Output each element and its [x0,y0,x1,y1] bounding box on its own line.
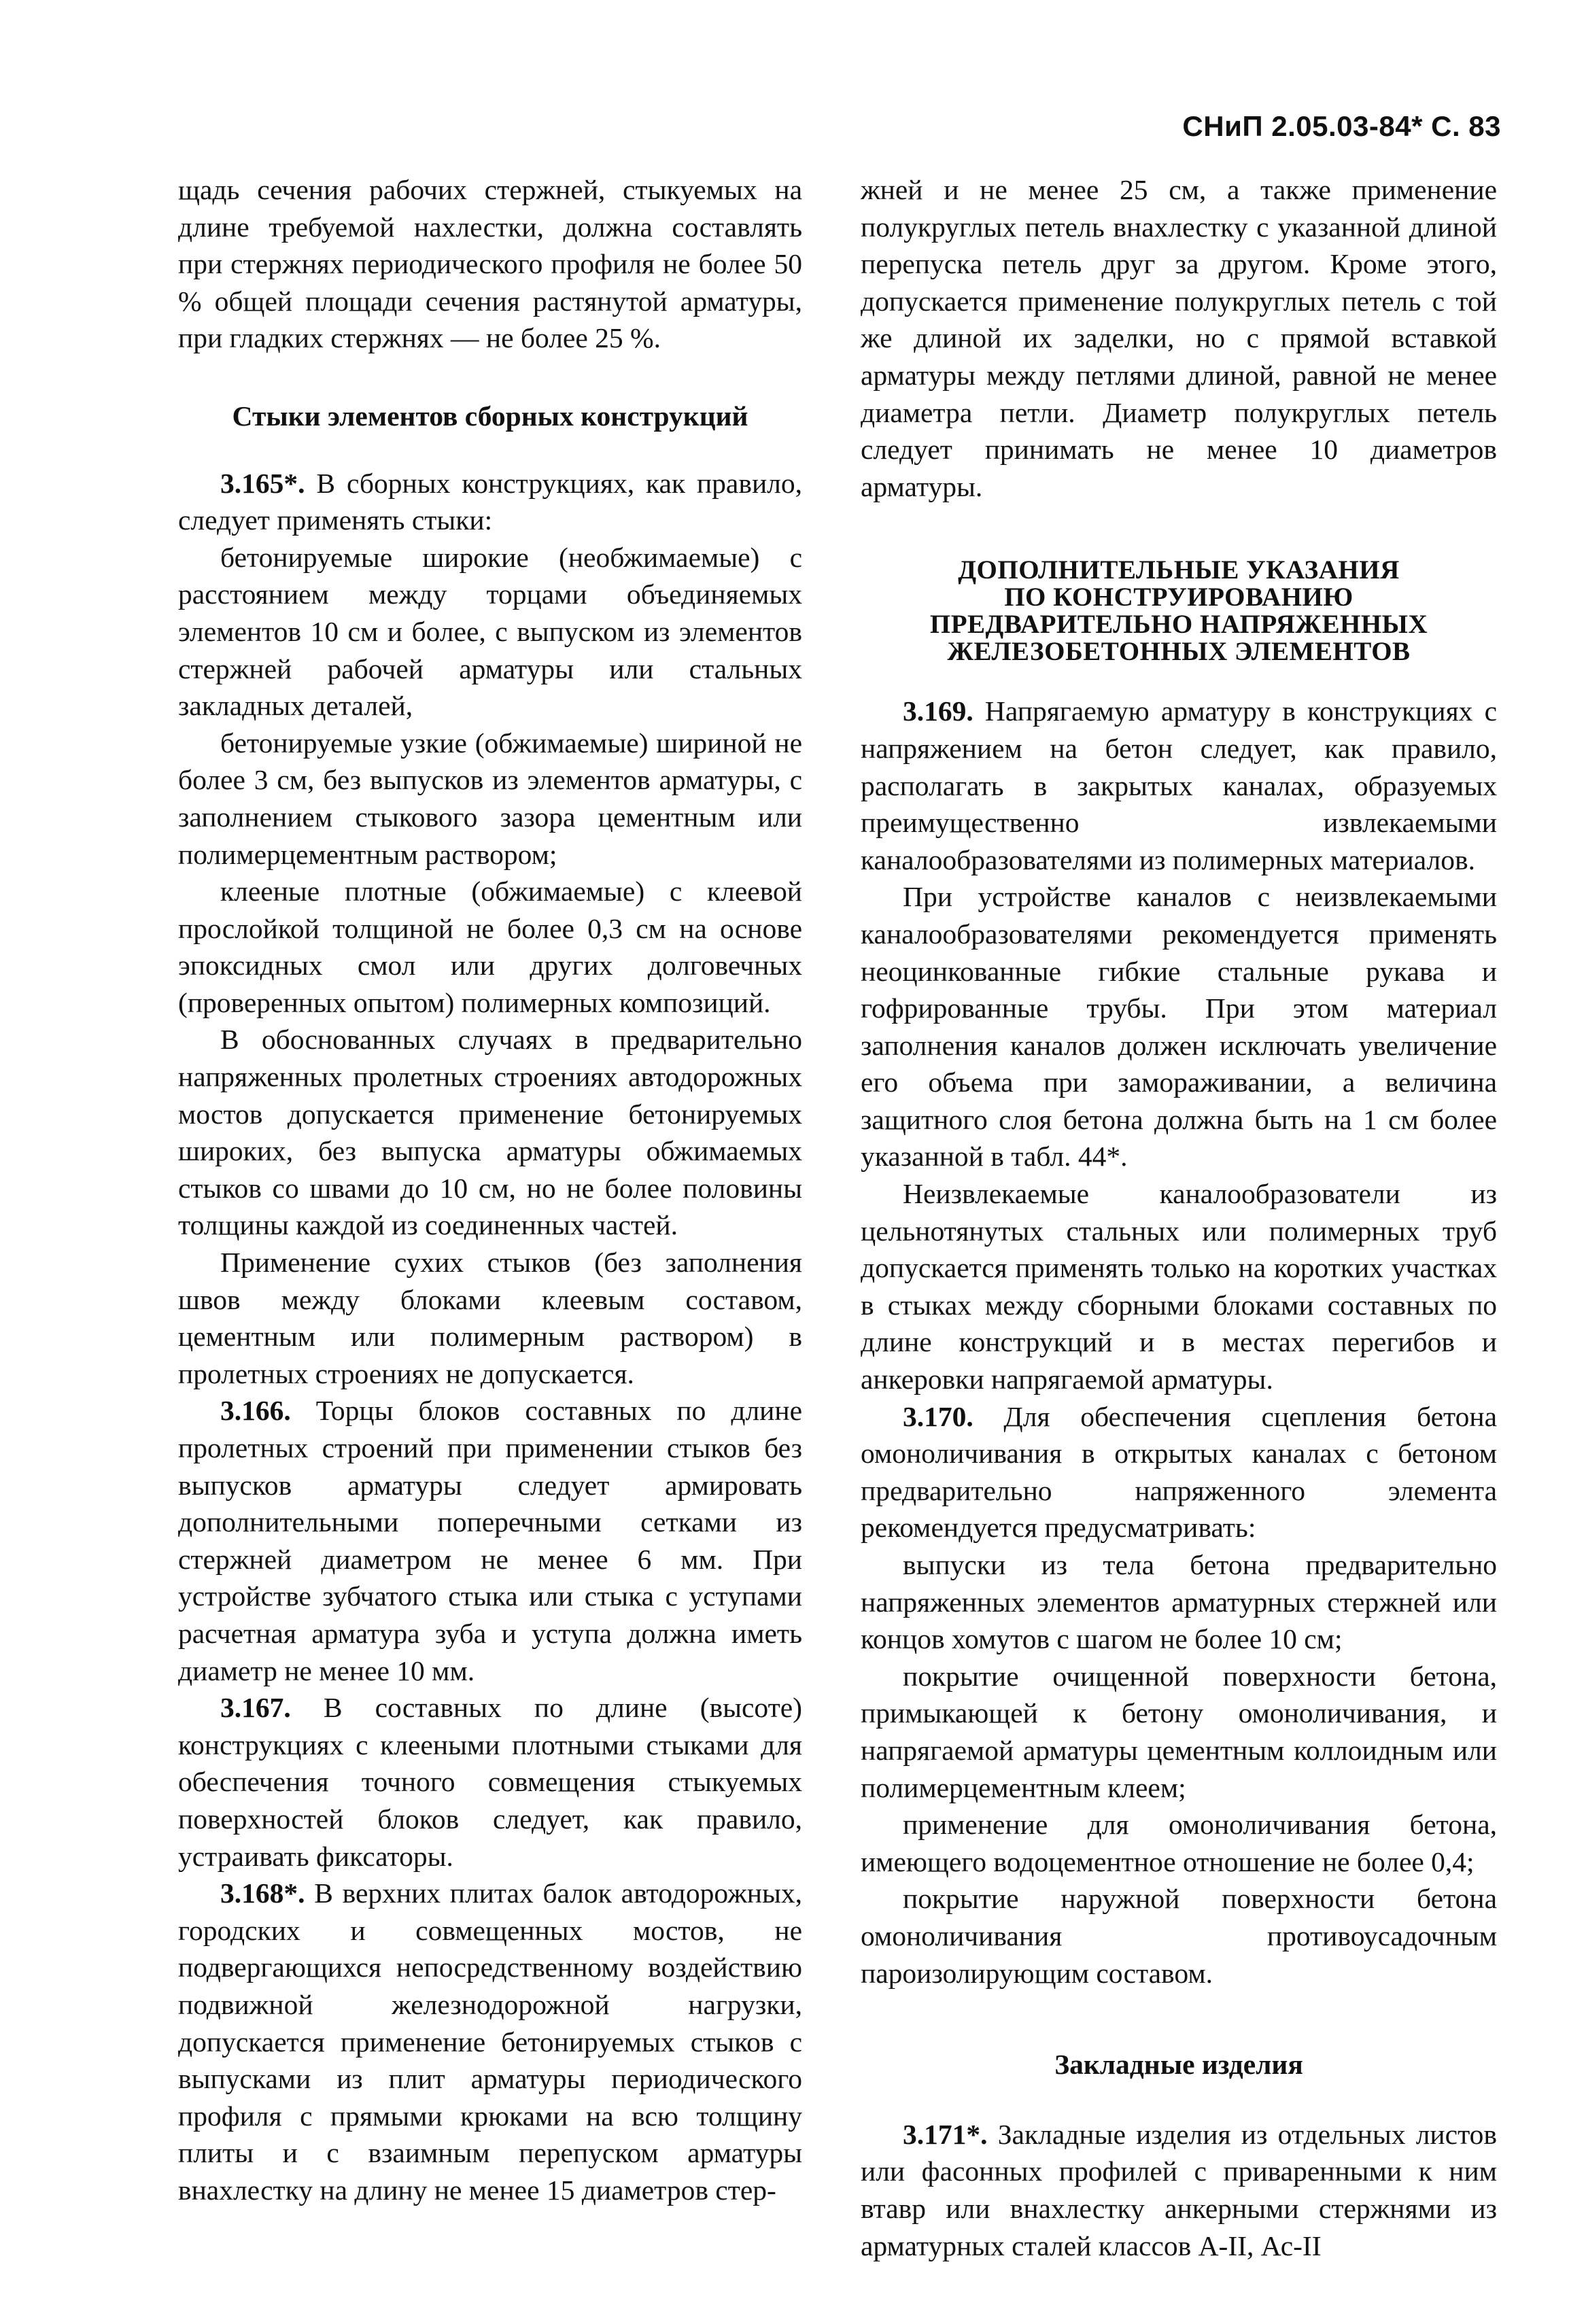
left-column [178,171,802,2208]
clause-text: Торцы блоков составных по длине пролетных строений при применении стыков без выпусков арматуры следует армировать дополнительными поперечными сетками из стержней диаметром не менее 6 мм. При устройстве зубчатого стыка или стыка с уступами расчетная арматура зуба и уступа должна иметь диаметр не менее 10 мм. [178,1395,802,1686]
paragraph-3-170-d: покрытие наружной поверхности бетона омоноличивания противоусадочным пароизолирующим составом. [861,1883,1497,1989]
clause-number: 3.169. [903,695,973,727]
paragraph-3-169-b: Неизвлекаемые каналообразователи из цельнотянутых стальных или полимерных труб допускается применять только на коротких участках в стыках между сборными блоками составных по длине конструкций и в местах перегибов и анкеровки напрягаемой арматуры. [861,1178,1497,1395]
subheading-embedded-parts: Закладные изделия [1054,2049,1303,2081]
clause-number: 3.171*. [903,2118,988,2150]
paragraph-3-165-c: клееные плотные (обжимаемые) с клеевой прослойкой толщиной не более 0,3 см на основе эпоксидных смол или других долговечных (проверенных опытом) полимерных композиций. [178,875,802,1018]
paragraph-continuation: щадь сечения рабочих стержней, стыкуемых на длине требуемой нахлестки, должна составлять при стержнях периодического профиля не более 50 % общей площади сечения растянутой арматуры, при гладких стержнях — не более 25 %. [178,174,802,354]
section-heading-line-4: ЖЕЛЕЗОБЕТОННЫХ ЭЛЕМЕНТОВ [947,637,1411,667]
section-heading [861,557,1497,665]
paragraph-3-171 [861,2116,1497,2264]
paragraph-3-170 [861,1398,1497,1546]
clause-text: В сборных конструкциях, как правило, следует применять стыки: [178,467,802,536]
paragraph-3-170-c: применение для омоноличивания бетона, имеющего водоцементное отношение не более 0,4; [861,1809,1497,1877]
right-column [861,171,1497,2264]
section-heading-line-3: ПРЕДВАРИТЕЛЬНО НАПРЯЖЕННЫХ [929,610,1428,640]
paragraph-3-165-d: В обоснованных случаях в предварительно напряженных пролетных строениях автодорожных мостов допускается применение бетонируемых широких, без выпуска арматуры обжимаемых стыков со швами до 10 см, но не более половины толщины каждой из соединенных частей. [178,1024,802,1241]
clause-text: В верхних плитах балок автодорожных, городских и совмещенных мостов, не подвергающихся непосредственному воздействию подвижной железнодорожной нагрузки, допускается применение бетонируемых стыков с выпусками из плит арматуры периодического профиля с прямыми крюками на всю толщину плиты и с взаимным перепуском арматуры внахлестку на длину не менее 15 диаметров стер- [178,1877,802,2206]
clause-text: В составных по длине (высоте) конструкциях с клееными плотными стыками для обеспечения точного совмещения стыкуемых поверхностей блоков следует, как правило, устраивать фиксаторы. [178,1692,802,1872]
paragraph-3-170-a: выпуски из тела бетона предварительно напряженных элементов арматурных стержней или концов хомутов с шагом не более 10 см; [861,1549,1497,1655]
paragraph-3-166 [178,1392,802,1689]
clause-number: 3.167. [220,1692,291,1724]
paragraph-3-167 [178,1689,802,1875]
clause-text: Закладные изделия из отдельных листов или фасонных профилей с приваренными к ним втавр или внахлестку анкерными стержнями из арматурных сталей классов А-II, Ас-II [861,2118,1497,2261]
paragraph-3-165-b: бетонируемые узкие (обжимаемые) шириной не более 3 см, без выпусков из элементов арматуры, с заполнением стыкового зазора цементным или полимерцементным раствором; [178,727,802,870]
section-heading-line-1: ДОПОЛНИТЕЛЬНЫЕ УКАЗАНИЯ [958,555,1400,585]
clause-text: Напрягаемую арматуру в конструкциях с напряжением на бетон следует, как правило, располагать в закрытых каналах, образуемых преимущественно извлекаемыми каналообразователями из полимерных материалов. [861,695,1497,875]
clause-number: 3.165*. [220,467,305,499]
paragraph-3-169 [861,693,1497,878]
paragraph-3-165-a: бетонируемые широкие (необжимаемые) с расстоянием между торцами объединяемых элементов 10 см и более, с выпуском из элементов стержней рабочей арматуры или стальных закладных деталей, [178,541,802,722]
clause-text: Для обеспечения сцепления бетона омоноличивания в открытых каналах с бетоном предварительно напряженного элемента рекомендуется предусматривать: [861,1400,1497,1544]
section-heading-line-2: ПО КОНСТРУИРОВАНИЮ [1004,583,1354,612]
subheading-joints: Стыки элементов сборных конструкций [232,400,748,432]
clause-number: 3.166. [220,1395,291,1427]
paragraph-3-165 [178,465,802,539]
paragraph-3-170-b: покрытие очищенной поверхности бетона, примыкающей к бетону омоноличивания, и напрягаемой арматуры цементным коллоидным или полимерцементным клеем; [861,1660,1497,1803]
paragraph-continuation: жней и не менее 25 см, а также применение полукруглых петель внахлестку с указанной длиной перепуска петель друг за другом. Кроме этого, допускается применение полукруглых петель с той же длиной их заделки, но с прямой вставкой арматуры между петлями длиной, равной не менее диаметра петли. Диаметр полукруглых петель следует принимать не менее 10 диаметров арматуры. [861,174,1497,502]
clause-number: 3.170. [903,1400,973,1432]
paragraph-3-168 [178,1875,802,2208]
paragraph-3-165-e: Применение сухих стыков (без заполнения швов между блоками клеевым составом, цементным или полимерным раствором) в пролетных строениях не допускается. [178,1247,802,1389]
paragraph-3-169-a: При устройстве каналов с неизвлекаемыми каналообразователями рекомендуется применять неоцинкованные гибкие стальные рукава и гофрированные трубы. При этом материал заполнения каналов должен исключать увеличение его объема при замораживании, а величина защитного слоя бетона должна быть на 1 см более указанной в табл. 44*. [861,881,1497,1173]
clause-number: 3.168*. [220,1877,305,1909]
running-head: СНиП 2.05.03-84* С. 83 [1182,110,1501,142]
